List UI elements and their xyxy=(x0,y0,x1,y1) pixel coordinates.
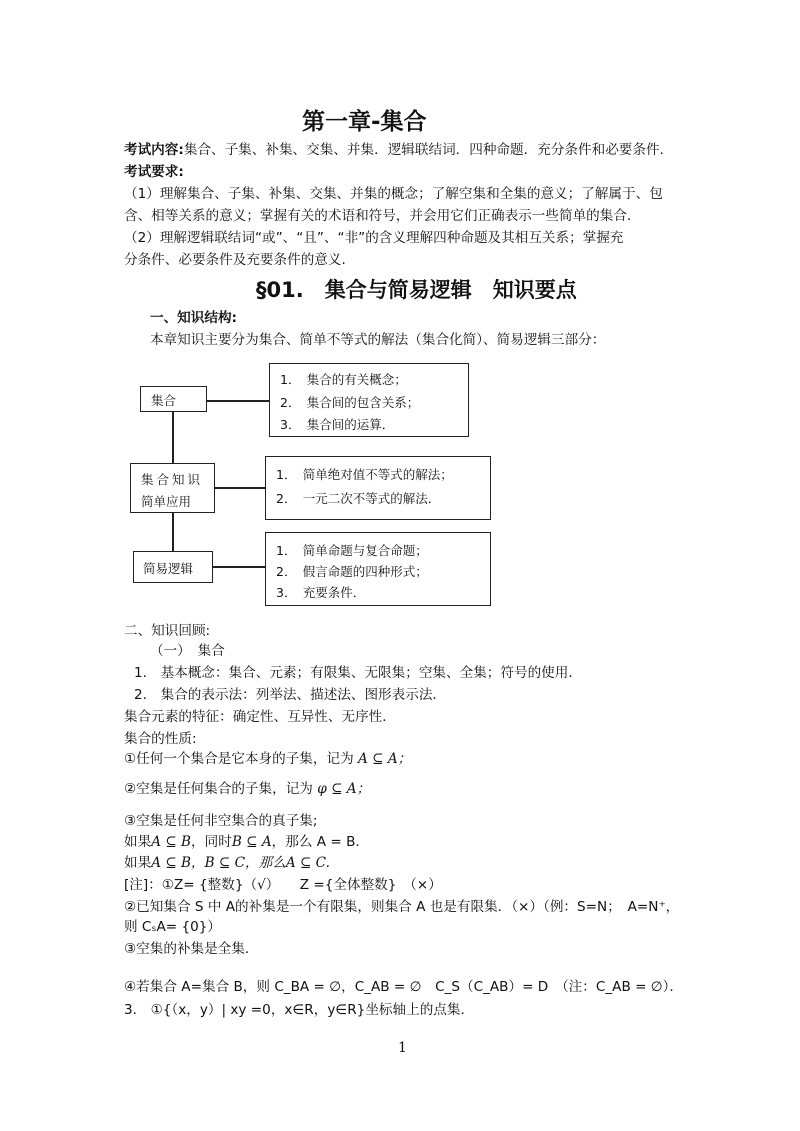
diagram-detail-item: 2． 集合间的包含关系； xyxy=(280,395,420,410)
if-line-1-c: ，同时 xyxy=(191,834,232,850)
if-line-2-a: 如果 xyxy=(124,855,152,871)
exam-content-label: 考试内容: xyxy=(124,142,184,158)
property-2 xyxy=(124,779,370,799)
review-features: 集合元素的特征：确定性、互异性、无序性． xyxy=(124,709,396,725)
note-4: ④若集合 A=集合 B，则 C_BA = ∅，C_AB = ∅ C_S（C_AB）= D （注：C_AB = ∅）． xyxy=(124,979,684,995)
if-line-2 xyxy=(124,853,330,873)
property-1 xyxy=(124,749,411,769)
diagram-detail-applications xyxy=(265,456,491,520)
page-number: 1 xyxy=(398,1040,407,1056)
diagram-detail-item: 1． 简单命题与复合命题； xyxy=(276,543,428,558)
connector-line xyxy=(212,566,266,568)
if-line-2-b: A ⊆ B，B ⊆ C，那么A ⊆ C. xyxy=(151,855,330,871)
exam-req1-line1: （1）理解集合、子集、补集、交集、并集的概念；了解空集和全集的意义；了解属于、包 xyxy=(124,186,663,202)
diagram-detail-item: 2． 假言命题的四种形式； xyxy=(276,564,428,579)
diagram-detail-item: 2． 一元二次不等式的解法． xyxy=(276,491,441,506)
note-2-line2: 则 CₛA= {0}） xyxy=(124,919,222,935)
exam-content-text: 集合、子集、补集、交集、并集．逻辑联结词．四种命题．充分条件和必要条件． xyxy=(183,142,674,158)
exam-req2-line2: 分条件、必要条件及充要条件的意义． xyxy=(124,252,356,268)
if-line-1 xyxy=(124,832,360,852)
section-title: §01. 集合与简易逻辑 知识要点 xyxy=(256,278,577,302)
property-1-text: ①任何一个集合是它本身的子集，记为 xyxy=(124,751,354,767)
diagram-node-applications-line1: 集合知识 xyxy=(141,472,204,487)
diagram-node-applications-line2: 简单应用 xyxy=(141,494,192,509)
note-2-line1: ②已知集合 S 中 A的补集是一个有限集，则集合 A 也是有限集．（×）（例：S=N； A=N⁺， xyxy=(124,899,680,915)
diagram-node-logic-label: 简易逻辑 xyxy=(143,561,194,576)
exam-req2-line1: （2）理解逻辑联结词“或”、“且”、“非”的含义理解四种命题及其相互关系；掌握充 xyxy=(124,230,624,246)
diagram-detail-item: 3． 充要条件． xyxy=(276,585,366,600)
exam-requirements-label: 考试要求: xyxy=(124,164,184,180)
review-subheading-sets: （一） 集合 xyxy=(150,643,225,659)
property-3: ③空集是任何非空集合的真子集; xyxy=(124,813,318,829)
connector-line xyxy=(214,487,266,489)
review-item-3: 3. ①{（x，y）| xy =0，x∈R，y∈R}坐标轴上的点集． xyxy=(124,1002,475,1018)
diagram-detail-item: 1． 简单绝对值不等式的解法； xyxy=(276,467,453,482)
if-line-1-b: A ⊆ B xyxy=(151,834,192,850)
diagram-detail-sets xyxy=(269,363,469,437)
diagram-node-sets-label: 集合 xyxy=(151,393,177,408)
property-1-math: A ⊆ A； xyxy=(358,751,412,767)
if-line-1-d: B ⊆ A xyxy=(231,834,272,850)
review-heading: 二、知识回顾: xyxy=(124,623,211,639)
connector-line xyxy=(206,400,270,402)
property-2-math: φ ⊆ A； xyxy=(317,781,371,797)
review-item-2: 2. 集合的表示法：列举法、描述法、图形表示法． xyxy=(134,687,447,703)
diagram-node-applications xyxy=(130,463,215,513)
review-item-1: 1. 基本概念：集合、元素；有限集、无限集；空集、全集；符号的使用． xyxy=(134,665,582,681)
if-line-1-e: ，那么 A = B. xyxy=(271,834,360,850)
note-3: ③空集的补集是全集． xyxy=(124,941,259,957)
chapter-title: 第一章-集合 xyxy=(302,109,427,135)
exam-content-line xyxy=(124,140,673,160)
diagram-detail-item: 3． 集合间的运算． xyxy=(280,417,395,432)
diagram-node-logic xyxy=(133,551,213,583)
if-line-1-a: 如果 xyxy=(124,834,152,850)
diagram-node-sets xyxy=(140,386,207,412)
diagram-detail-logic xyxy=(265,532,491,606)
exam-req1-line2: 含、相等关系的意义；掌握有关的术语和符号，并会用它们正确表示一些简单的集合． xyxy=(124,208,641,224)
property-2-text: ②空集是任何集合的子集，记为 xyxy=(124,781,313,797)
note-1: [注]：①Z= {整数}（√） Z ={全体整数} （×） xyxy=(124,877,442,893)
review-properties: 集合的性质: xyxy=(124,731,197,747)
structure-intro: 本章知识主要分为集合、简单不等式的解法（集合化简）、简易逻辑三部分： xyxy=(150,332,606,348)
diagram-detail-item: 1． 集合的有关概念； xyxy=(280,372,407,387)
connector-line xyxy=(172,411,174,463)
structure-heading: 一、知识结构: xyxy=(150,310,237,326)
connector-line xyxy=(172,513,174,551)
